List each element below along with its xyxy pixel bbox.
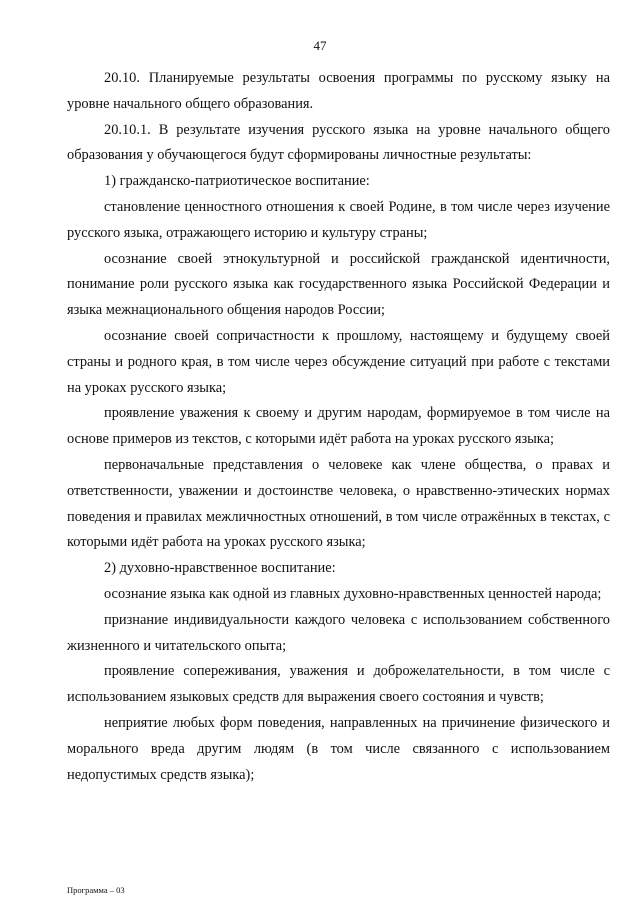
list-item: становление ценностного отношения к своей Родине, в том числе через изучение русского языка, отражающего историю и культуру страны; — [67, 198, 610, 241]
list-item: признание индивидуальности каждого человека с использованием собственного жизненного и читательского опыта; — [67, 611, 610, 654]
footer-document-code: Программа – 03 — [67, 885, 125, 895]
list-heading-civic-patriotic: 1) гражданско-патриотическое воспитание: — [104, 173, 370, 190]
document-body — [67, 66, 610, 788]
list-heading-spiritual-moral: 2) духовно-нравственное воспитание: — [104, 560, 336, 577]
list-item: осознание своей сопричастности к прошлому, настоящему и будущему своей страны и родного края, в том числе через обсуждение ситуаций при работе с текстами на уроках русского языка; — [67, 327, 610, 396]
list-item: осознание языка как одной из главных духовно-нравственных ценностей народа; — [104, 585, 602, 602]
list-item: осознание своей этнокультурной и российской гражданской идентичности, понимание роли русского языка как государственного языка Российской Федерации и языка межнационального общения народов России; — [67, 250, 610, 319]
list-item: проявление сопереживания, уважения и доброжелательности, в том числе с использованием языковых средств для выражения своего состояния и чувств; — [67, 663, 610, 706]
list-item: проявление уважения к своему и другим народам, формируемое в том числе на основе примеров из текстов, с которыми идёт работа на уроках русского языка; — [67, 405, 610, 448]
list-item: неприятие любых форм поведения, направленных на причинение физического и морального вреда другим людям (в том числе связанного с использованием недопустимых средств языка); — [67, 714, 610, 783]
subsection-intro-paragraph: 20.10.1. В результате изучения русского языка на уровне начального общего образования у обучающегося будут сформированы личностные результаты: — [67, 121, 610, 164]
section-heading-paragraph: 20.10. Планируемые результаты освоения программы по русскому языку на уровне начального общего образования. — [67, 70, 610, 112]
page-number: 47 — [313, 38, 327, 53]
list-item: первоначальные представления о человеке как члене общества, о правах и ответственности, уважении и достоинстве человека, о нравственно-этических нормах поведения и правилах межличностных отношений, в том числе отражённых в текстах, с которыми идёт работа на уроках русского языка; — [67, 456, 610, 551]
